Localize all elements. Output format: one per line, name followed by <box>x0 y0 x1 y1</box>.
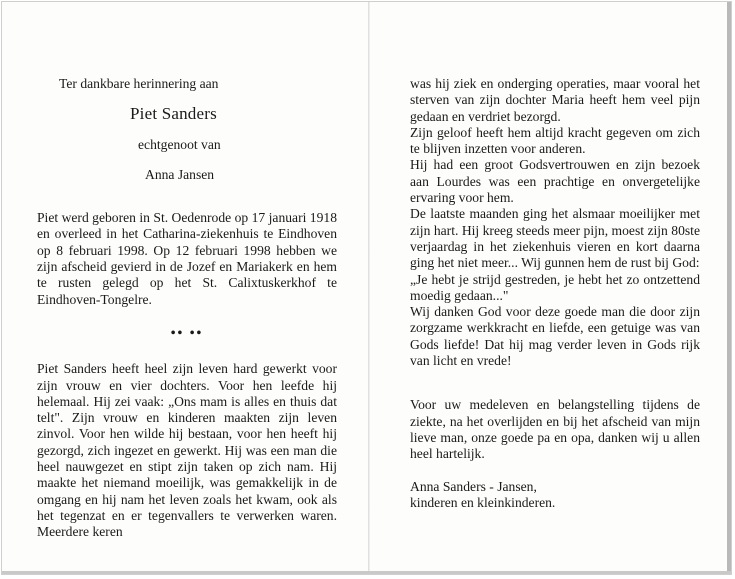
biography-paragraph: Piet werd geboren in St. Oedenrode op 17 januari 1918 en overleed in het Catharina-ziekenhuis te Eindhoven op 8 februari 1998. Op 12 februari 1998 hebben we zijn afscheid gevierd in de Jozef en Mariakerk en hem te rusten gelegd op het St. Calixtuskerkhof te Eindhoven-Tongelre. <box>37 210 337 307</box>
memorial-card <box>1 1 732 575</box>
signature-family: kinderen en kleinkinderen. <box>410 494 556 510</box>
spacer <box>410 369 700 397</box>
right-page <box>410 76 700 511</box>
tribute-continued: was hij ziek en onderging operaties, maar vooral het sterven van zijn dochter Maria heeft hem veel pijn gedaan en verdriet bezorgd. <box>410 76 700 124</box>
left-page <box>37 76 337 541</box>
deceased-name: Piet Sanders <box>130 104 217 124</box>
card-edge-right <box>727 2 731 574</box>
lourdes-paragraph: Hij had een groot Godsvertrouwen en zijn bezoek aan Lourdes was een prachtige en onvergetelijke ervaring voor hem. <box>410 157 700 206</box>
faith-paragraph: Zijn geloof heeft hem altijd kracht gegeven om zich te blijven inzetten voor anderen. <box>410 124 700 157</box>
final-months-paragraph: De laatste maanden ging het alsmaar moeilijker met zijn hart. Hij kreeg steeds meer pijn, moest zijn 80ste verjaardag in het ziekenhuis vieren en kort daarna ging het niet meer... Wij gunnen hem de rust bij God: <box>410 206 700 271</box>
relation-label: echtgenoot van <box>138 136 221 152</box>
separator-dots: •• •• <box>170 324 204 340</box>
memorial-heading: Ter dankbare herinnering aan <box>59 76 219 91</box>
signature-name: Anna Sanders - Jansen, <box>410 478 537 494</box>
spouse-name: Anna Jansen <box>145 166 215 182</box>
card-edge-bottom <box>2 571 731 574</box>
farewell-quote: „Je hebt je strijd gestreden, je hebt het zo ontzettend moedig gedaan..." <box>410 271 700 303</box>
tribute-paragraph: Piet Sanders heeft heel zijn leven hard gewerkt voor zijn vrouw en vier dochters. Voor hen leefde hij helemaal. Hij zei vaak: „Ons mam is alles en thuis dat telt". Zijn vrouw en kinderen maakten zijn leven zinvol. Voor hen wilde hij bestaan, voor hen heeft hij gezorgd, zich ingezet en gewerkt. Hij was een man die heel nauwgezet en stipt zijn taken op zich nam. Hij maakte het niemand moeilijk, was gemakkelijk in de omgang en hij nam het leven zoals het kwam, ook als het tegenzat en er tegenvallers te verwerken waren. Meerdere keren <box>37 361 337 540</box>
card-fold <box>368 2 370 574</box>
thanks-paragraph: Voor uw medeleven en belangstelling tijdens de ziekte, na het overlijden en bij het afscheid van mijn lieve man, onze goede pa en opa, danken wij u allen heel hartelijk. <box>410 397 700 462</box>
gratitude-paragraph: Wij danken God voor deze goede man die door zijn zorgzame werkkracht en liefde, een getuige was van Gods liefde! Dat hij mag verder leven in Gods rijk van licht en vrede! <box>410 304 700 369</box>
